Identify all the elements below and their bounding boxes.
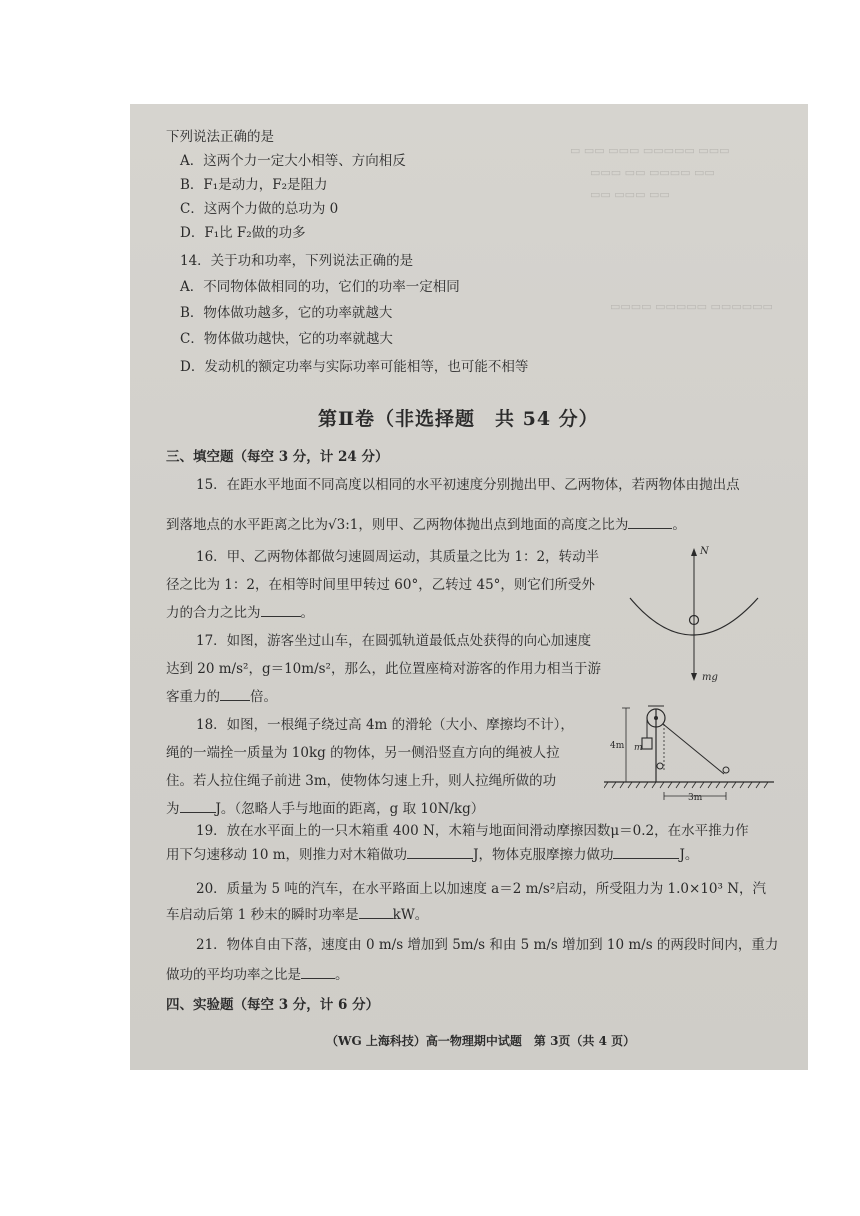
bleed-through: ▭ ▭▭ ▭▭▭ ▭▭▭▭▭ ▭▭▭ bbox=[570, 144, 730, 157]
q18-line3: 住。若人拉住绳子前进 3m，使物体匀速上升，则人拉绳所做的功 bbox=[166, 773, 557, 789]
q17-line1: 17．如图，游客坐过山车，在圆弧轨道最低点处获得的向心加速度 bbox=[196, 633, 592, 649]
q16-line3: 力的合力之比为 。 bbox=[166, 605, 314, 621]
q18-line1: 18．如图，一根绳子绕过高 4m 的滑轮（大小、摩擦均不计）， bbox=[196, 717, 574, 733]
roller-coaster-diagram bbox=[622, 542, 772, 692]
q14-option-a: A．不同物体做相同的功，它们的功率一定相同 bbox=[180, 279, 460, 295]
ground-hatching bbox=[604, 782, 768, 788]
q19-line1: 19．放在水平面上的一只木箱重 400 N，木箱与地面间滑动摩擦因数μ＝0.2，在水平推力作 bbox=[196, 823, 749, 839]
mass-block-icon bbox=[642, 738, 652, 749]
page-footer: （WG 上海科技）高一物理期中试题 第 3页（共 4 页） bbox=[326, 1034, 636, 1048]
q15-line2: 到落地点的水平距离之比为√3:1，则甲、乙两物体抛出点到地面的高度之比为 。 bbox=[166, 517, 686, 533]
q14-stem: 14．关于功和功率，下列说法正确的是 bbox=[180, 253, 414, 269]
rope-to-person bbox=[663, 724, 724, 774]
bleed-through: ▭▭▭ ▭▭ ▭▭▭▭ ▭▭ bbox=[590, 166, 715, 179]
q14-option-d: D．发动机的额定功率与实际功率可能相等，也可能不相等 bbox=[180, 359, 529, 375]
distance-label: 3m bbox=[688, 793, 703, 803]
section-four-heading: 四、实验题（每空 3 分，计 6 分） bbox=[166, 997, 380, 1013]
person-start-icon bbox=[657, 763, 663, 769]
q14-option-c: C．物体做功越快，它的功率就越大 bbox=[180, 331, 393, 347]
q13-option-d: D．F₁比 F₂做的功多 bbox=[180, 225, 306, 241]
q13-stem-end: 下列说法正确的是 bbox=[166, 129, 274, 145]
q13-option-c: C．这两个力做的总功为 0 bbox=[180, 201, 339, 217]
q13-option-b: B．F₁是动力，F₂是阻力 bbox=[180, 177, 328, 193]
q15-line1: 15．在距水平地面不同高度以相同的水平初速度分别抛出甲、乙两物体，若两物体由抛出点 bbox=[196, 477, 740, 493]
q21-line1: 21．物体自由下落，速度由 0 m/s 增加到 5m/s 和由 5 m/s 增加到 10 m/s 的两段时间内，重力 bbox=[196, 937, 779, 953]
q16-line1: 16．甲、乙两物体都做匀速圆周运动，其质量之比为 1：2，转动半 bbox=[196, 549, 600, 565]
q20-line2: 车启动后第 1 秒末的瞬时功率是 kW。 bbox=[166, 907, 429, 923]
bleed-through: ▭▭▭▭ ▭▭▭▭▭ ▭▭▭▭▭▭ bbox=[610, 300, 773, 313]
part-two-heading: 第Ⅱ卷（非选择题 共 54 分） bbox=[318, 408, 599, 430]
q17-line2: 达到 20 m/s²，g＝10m/s²，那么，此位置座椅对游客的作用力相当于游 bbox=[166, 661, 601, 677]
q14-option-b: B．物体做功越多，它的功率就越大 bbox=[180, 305, 393, 321]
gravity-label: mg bbox=[702, 672, 718, 683]
q13-option-a: A．这两个力一定大小相等、方向相反 bbox=[180, 153, 406, 169]
q20-line1: 20．质量为 5 吨的汽车，在水平路面上以加速度 a＝2 m/s²启动，所受阻力为 1.0×10³ N，汽 bbox=[196, 881, 767, 897]
q16-line2: 径之比为 1：2，在相等时间里甲转过 60°，乙转过 45°，则它们所受外 bbox=[166, 577, 595, 593]
q21-line2: 做功的平均功率之比是 。 bbox=[166, 967, 349, 983]
gravity-arrow-icon bbox=[691, 673, 697, 681]
mass-label: m bbox=[634, 743, 643, 753]
q19-line2: 用下匀速移动 10 m，则推力对木箱做功 J，物体克服摩擦力做功 J。 bbox=[166, 847, 699, 863]
section-three-heading: 三、填空题（每空 3 分，计 24 分） bbox=[166, 449, 389, 465]
normal-force-label: N bbox=[700, 546, 709, 557]
normal-force-arrow-icon bbox=[691, 548, 697, 556]
height-label: 4m bbox=[610, 741, 625, 751]
scanned-page bbox=[130, 104, 808, 1070]
person-end-icon bbox=[723, 767, 729, 773]
q18-line2: 绳的一端拴一质量为 10kg 的物体，另一侧沿竖直方向的绳被人拉 bbox=[166, 745, 560, 761]
q17-line3: 客重力的 倍。 bbox=[166, 689, 277, 705]
q18-line4: 为 J。（忽略人手与地面的距离，g 取 10N/kg） bbox=[166, 801, 485, 817]
bleed-through: ▭▭ ▭▭▭ ▭▭ bbox=[590, 188, 670, 201]
pulley-diagram bbox=[604, 700, 784, 810]
